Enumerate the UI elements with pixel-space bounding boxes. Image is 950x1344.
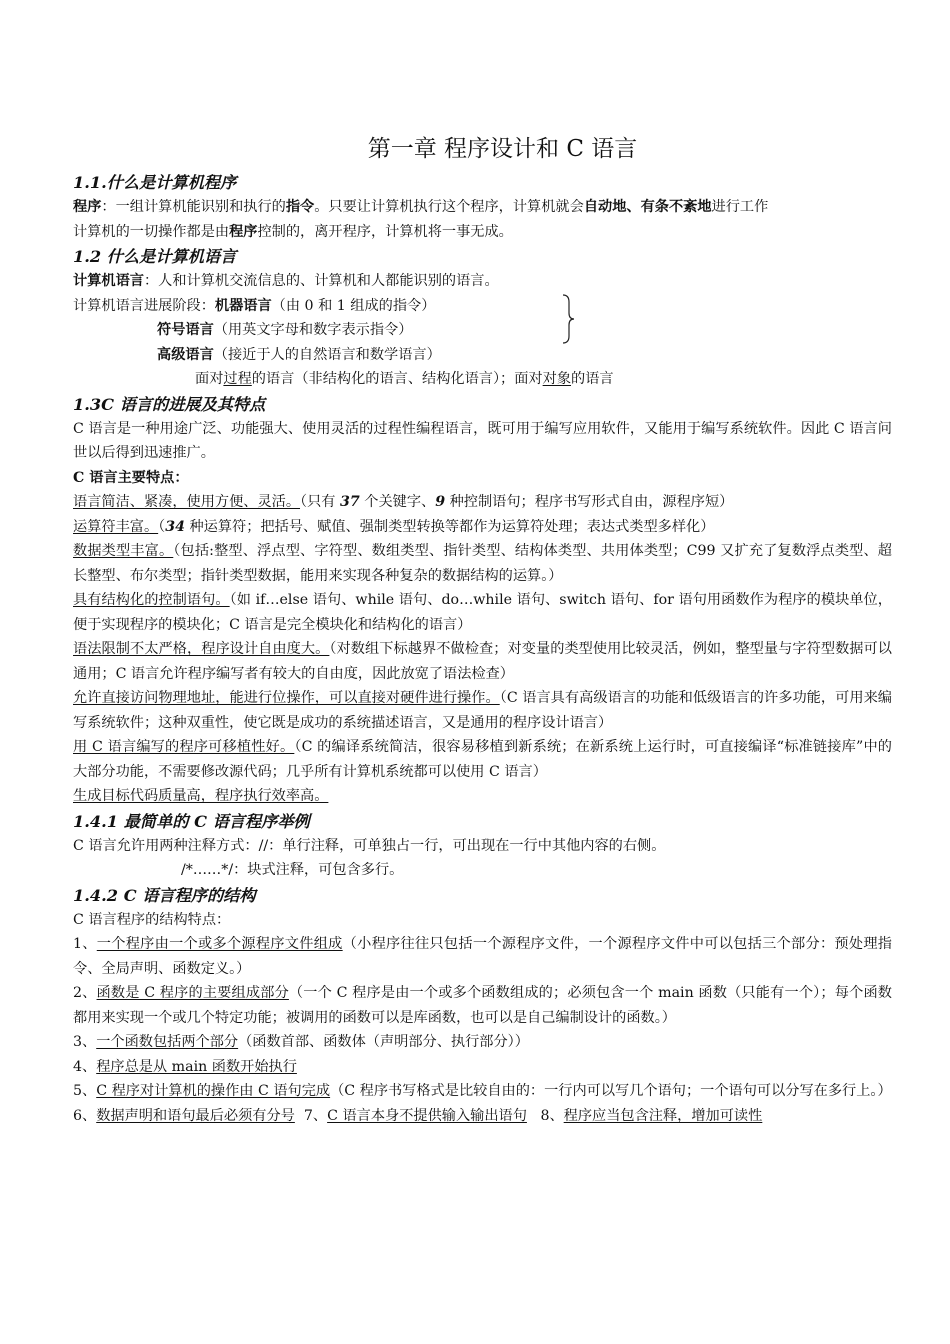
- chapter-title: 第一章 程序设计和 C 语言: [367, 136, 638, 162]
- feature-6: 允许直接访问物理地址，能进行位操作，可以直接对硬件进行操作。（C 语言具有高级语言的功能和低级语言的许多功能，可用来编写系统软件；这种双重性，使它既是成功的系统描述语言，又是通用的程序设计语言）: [73, 690, 892, 731]
- stage-symbol: 符号语言（用英文字母和数字表示指令）: [157, 322, 413, 338]
- feature-4: 具有结构化的控制语句。（如 if…else 语句、while 语句、do…while 语句、switch 语句、for 语句用函数作为程序的模块单位，便于实现程序的模块化；C 语言是完全模块化和结构化的语言）: [73, 592, 892, 633]
- section-heading-1-4-2: 1.4.2 C 语言程序的结构: [73, 885, 256, 905]
- program-definition: 程序：一组计算机能识别和执行的指令。只要让计算机执行这个程序，计算机就会自动地、有条不紊地进行工作: [73, 199, 769, 215]
- structure-intro: C 语言程序的结构特点：: [73, 911, 231, 928]
- feature-1: 语言简洁、紧凑，使用方便、灵活。（只有 37 个关键字、9 种控制语句；程序书写形式自由，源程序短）: [73, 494, 734, 510]
- program-control-text: 计算机的一切操作都是由程序控制的，离开程序，计算机将一事无成。: [73, 223, 513, 240]
- structure-item-1: 1、一个程序由一个或多个源程序文件组成（小程序往往只包括一个源程序文件，一个源程序文件中可以包括三个部分：预处理指令、全局声明、函数定义。）: [73, 936, 892, 977]
- structure-item-2: 2、函数是 C 程序的主要组成部分（一个 C 程序是由一个或多个函数组成的；必须包含一个 main 函数（只能有一个）；每个函数都用来实现一个或几个特定功能；被调用的函数可以是库函数，也可以是自己编制设计的函数。）: [73, 985, 892, 1026]
- feature-7: 用 C 语言编写的程序可移植性好。（C 的编译系统简洁，很容易移植到新系统；在新系统上运行时，可直接编译“标准链接库”中的大部分功能，不需要修改源代码；几乎所有计算机系统都可以使用 C 语言）: [73, 739, 892, 780]
- feature-3: 数据类型丰富。（包括:整型、浮点型、字符型、数组类型、指针类型、结构体类型、共用体类型；C99 又扩充了复数浮点类型、超长整型、布尔类型；指针类型数据，能用来实现各种复杂的数据结构的运算。）: [73, 543, 892, 584]
- feature-2: 运算符丰富。（34 种运算符；把括号、赋值、强制类型转换等都作为运算符处理；表达式类型多样化）: [73, 518, 715, 535]
- structure-item-5: 5、C 程序对计算机的操作由 C 语句完成（C 程序书写格式是比较自由的：一行内可以写几个语句；一个语句可以分写在多行上。）: [73, 1083, 892, 1099]
- stage-machine: 计算机语言进展阶段：机器语言（由 0 和 1 组成的指令）: [73, 297, 436, 314]
- structure-items-6-8: 6、数据声明和语句最后必须有分号 7、C 语言本身不提供输入输出语句 8、程序应当包含注释，增加可读性: [73, 1107, 763, 1124]
- c-intro: C 语言是一种用途广泛、功能强大、使用灵活的过程性编程语言，既可用于编写应用软件，又能用于编写系统软件。因此 C 语言问世以后得到迅速推广。: [73, 420, 892, 461]
- structure-item-4: 4、程序总是从 main 函数开始执行: [73, 1058, 297, 1075]
- section-heading-1-1: 1.1.什么是计算机程序: [73, 173, 237, 192]
- features-heading: C 语言主要特点：: [73, 469, 189, 486]
- comment-styles-line: C 语言允许用两种注释方式：//：单行注释，可单独占一行，可出现在一行中其他内容的右侧。: [73, 837, 666, 854]
- structure-item-3: 3、一个函数包括两个部分（函数首部、函数体（声明部分、执行部分））: [73, 1034, 529, 1050]
- section-heading-1-3: 1.3C 语言的进展及其特点: [73, 394, 266, 414]
- section-heading-1-2: 1.2 什么是计算机语言: [73, 247, 237, 266]
- language-stages: [73, 294, 892, 343]
- block-comment-line: /*……*/：块式注释，可包含多行。: [181, 862, 404, 878]
- section-heading-1-4-1: 1.4.1 最简单的 C 语言程序举例: [73, 811, 310, 831]
- oriented-languages: 面对过程的语言（非结构化的语言、结构化语言）；面对对象的语言: [195, 371, 614, 387]
- term-program: 程序: [73, 199, 102, 215]
- feature-8: 生成目标代码质量高，程序执行效率高。: [73, 788, 329, 804]
- language-definition: 计算机语言：人和计算机交流信息的、计算机和人都能识别的语言。: [73, 273, 499, 289]
- stage-high: 高级语言（接近于人的自然语言和数学语言）: [157, 346, 441, 363]
- right-brace-icon: [561, 294, 575, 344]
- feature-5: 语法限制不太严格，程序设计自由度大。（对数组下标越界不做检查；对变量的类型使用比较灵活，例如，整型量与字符型数据可以通用；C 语言允许程序编写者有较大的自由度，因此放宽了语法检查）: [73, 641, 892, 682]
